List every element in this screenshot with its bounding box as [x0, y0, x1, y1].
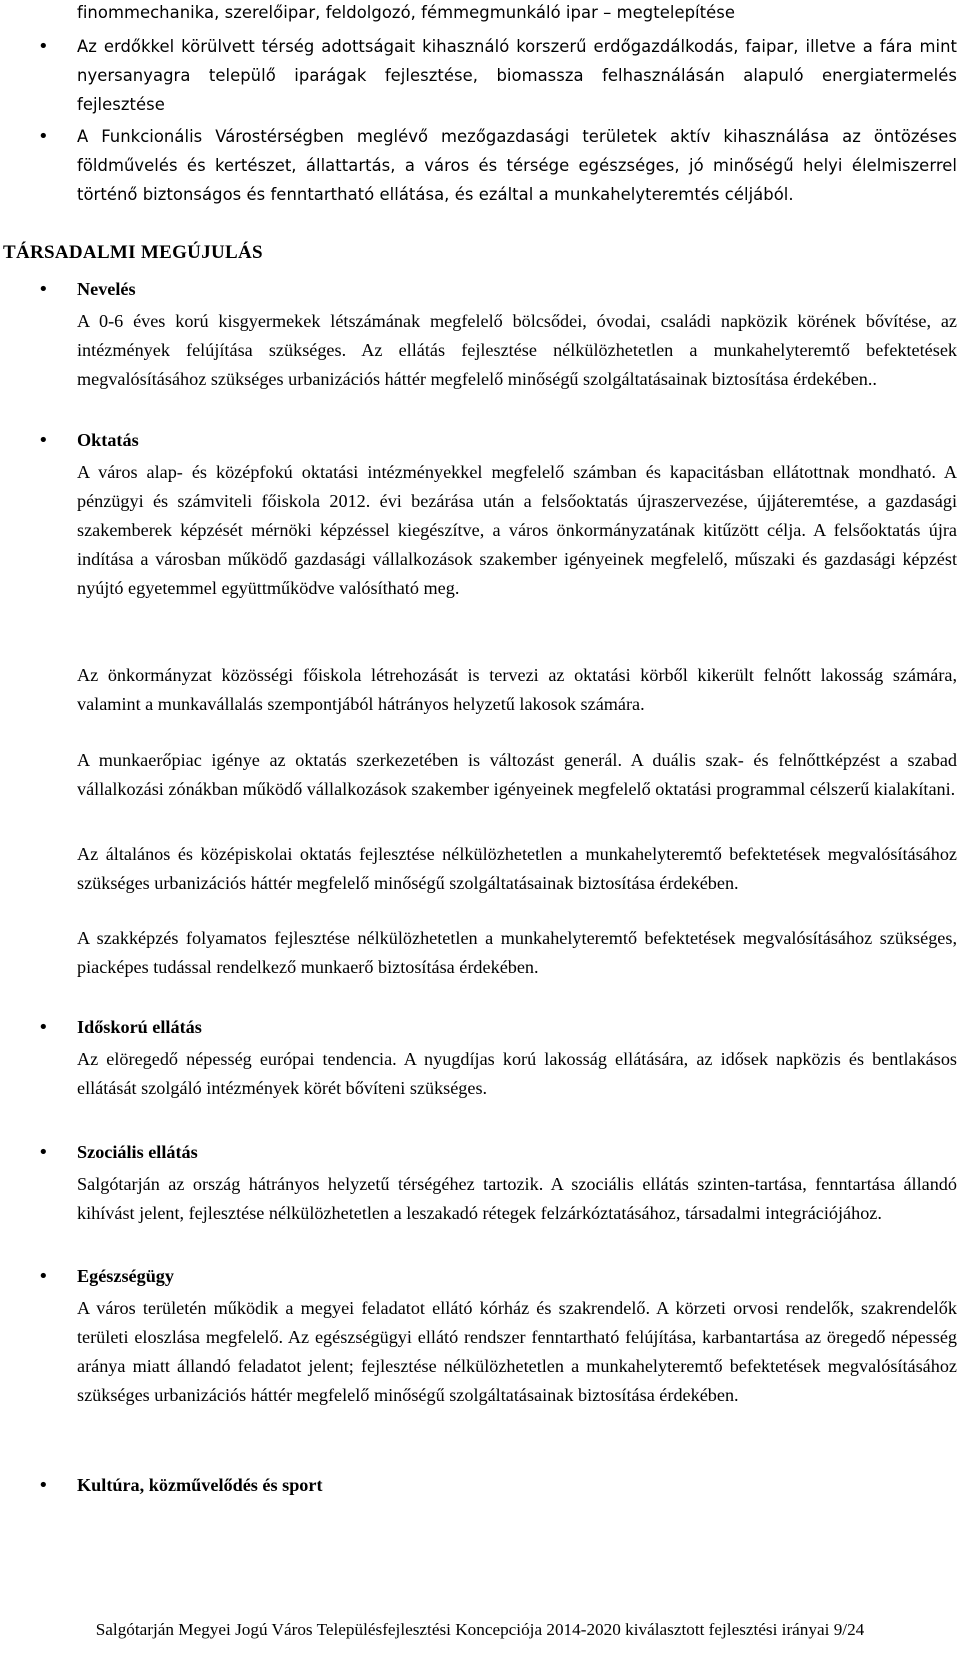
bullet-text-forestry: Az erdőkkel körülvett térség adottságait kihasználó korszerű erdőgazdálkodás, faipar, illetve a fára mint nyersanyagra települő iparágak fejlesztése, biomassza felhasználásán alapuló energiatermelés fejlesztése: [77, 37, 957, 114]
bullet-text-agriculture: A Funkcionális Várostérségben meglévő mezőgazdasági területek aktív kihasználása az öntözéses földművelés és kertészet, állattartás, a város és térsége egészséges, jó minőségű helyi élelmiszerrel történő biztonságos és fenntartható ellátása, és ezáltal a munkahelyteremtés céljából.: [77, 127, 957, 204]
paragraph-oktatas-3: A munkaerőpiac igénye az oktatás szerkezetében is változást generál. A duális szak- és felnőttképzést a szabad vállalkozási zónákban működő vállalkozások szakember igényeinek megfelelő oktatási programmal célszerű kialakítani.: [77, 750, 957, 799]
subsection-title-egeszsegugy: Egészségügy: [77, 1266, 174, 1286]
page-footer: Salgótarján Megyei Jogú Város Településfejlesztési Koncepciója 2014-2020 kiválasztott fejlesztési irányai 9/24: [95, 1620, 865, 1639]
paragraph-oktatas-4: Az általános és középiskolai oktatás fejlesztése nélkülözhetetlen a munkahelyteremtő befektetések megvalósításához szükséges urbanizációs háttér megfelelő minőségű szolgáltatásainak biztosítása érdekében.: [77, 844, 957, 893]
paragraph-oktatas-2: Az önkormányzat közösségi főiskola létrehozását is tervezi az oktatási körből kikerült felnőtt lakosság számára, valamint a munkavállalás szempontjából hátrányos helyzetű lakosok számára.: [77, 665, 957, 714]
bullet-icon: •: [38, 126, 49, 147]
subsection-title-szocialis: Szociális ellátás: [77, 1142, 198, 1162]
subsection-title-neveles: Nevelés: [77, 279, 136, 299]
bullet-icon: •: [38, 1266, 49, 1287]
bullet-icon: •: [38, 430, 49, 451]
subsection-title-idoskoru: Időskorú ellátás: [77, 1017, 202, 1037]
paragraph-oktatas-1: A város alap- és középfokú oktatási intézményekkel megfelelő számban és kapacitásban ellátottnak mondható. A pénzügyi és számviteli főiskola 2012. évi bezárása után a felsőoktatás újraszervezése, újjáteremtése, a gazdasági szakemberek képzését mérnöki képzéssel kiegészítve, a város önkormányzatának kitűzött célja. A felsőoktatás újra indítása a városban működő gazdasági vállalkozások szakember igényeinek megfelelő, műszaki és gazdasági képzést nyújtó egyetemmel együttműködve valósítható meg.: [77, 462, 957, 598]
paragraph-egeszsegugy: A város területén működik a megyei feladatot ellátó kórház és szakrendelő. A körzeti orvosi rendelők, szakrendelők területi eloszlása megfelelő. Az egészségügyi ellátó rendszer fenntartható felújítása, karbantartása az öregedő népesség aránya miatt állandó feladatot jelent; fejlesztése nélkülözhetetlen a munkahelyteremtő befektetések megvalósításához szükséges urbanizációs háttér megfelelő minőségű szolgáltatásainak biztosítása érdekében.: [77, 1298, 957, 1405]
subsection-title-oktatas: Oktatás: [77, 430, 139, 450]
bullet-icon: •: [38, 1142, 49, 1163]
paragraph-idoskoru: Az elöregedő népesség európai tendencia. A nyugdíjas korú lakosság ellátására, az idősek napközis és bentlakásos ellátását szolgáló intézmények körét bővíteni szükséges.: [77, 1049, 957, 1098]
bullet-icon: •: [38, 36, 49, 57]
bullet-icon: •: [38, 1475, 49, 1496]
paragraph-oktatas-5: A szakképzés folyamatos fejlesztése nélkülözhetetlen a munkahelyteremtő befektetések megvalósításához szükséges, piacképes tudással rendelkező munkaerő biztosítása érdekében.: [77, 928, 957, 977]
bullet-icon: •: [38, 1017, 49, 1038]
continuation-line: finommechanika, szerelőipar, feldolgozó, fémmegmunkáló ipar – megtelepítése: [77, 3, 735, 22]
subsection-title-kultura: Kultúra, közművelődés és sport: [77, 1475, 323, 1495]
paragraph-szocialis: Salgótarján az ország hátrányos helyzetű térségéhez tartozik. A szociális ellátás szinten-tartása, fenntartása állandó kihívást jelent, fejlesztése nélkülözhetetlen a leszakadó rétegek felzárkóztatásához, társadalmi integrációjához.: [77, 1174, 957, 1223]
bullet-icon: •: [38, 279, 49, 300]
section-heading: TÁRSADALMI MEGÚJULÁS: [3, 242, 263, 263]
paragraph-neveles: A 0-6 éves korú kisgyermekek létszámának megfelelő bölcsődei, óvodai, családi napközik körének bővítése, az intézmények felújítása szükséges. Az ellátás fejlesztése nélkülözhetetlen a munkahelyteremtő befektetések megvalósításához szükséges urbanizációs háttér megfelelő minőségű szolgáltatásainak biztosítása érdekében..: [77, 311, 957, 389]
